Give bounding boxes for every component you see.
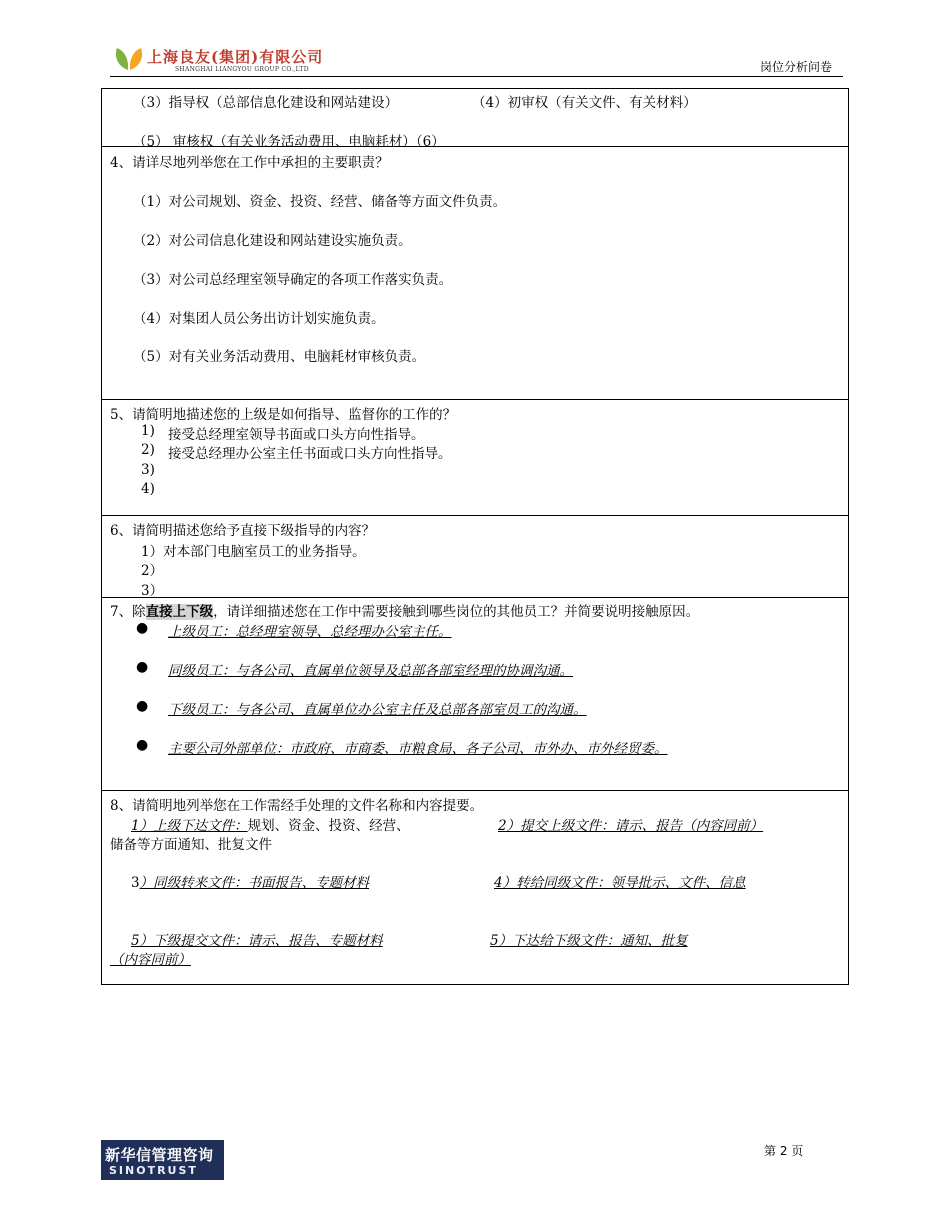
document-item — [131, 814, 410, 834]
question-7 — [110, 600, 699, 620]
document-item-continued: （内容同前） — [110, 952, 191, 968]
bullet-icon: ● — [136, 620, 149, 636]
document-item: 5）下级提交文件：请示、报告、专题材料 — [131, 933, 383, 949]
consultancy-logo — [101, 1140, 224, 1180]
duty-item: （5）对有关业务活动费用、电脑耗材审核负责。 — [133, 349, 426, 365]
row-divider — [101, 515, 849, 516]
document-item — [131, 871, 369, 891]
document-item-continued: 储备等方面通知、批复文件 — [110, 837, 272, 853]
question-4: 4、请详尽地列举您在工作中承担的主要职责？ — [110, 155, 389, 171]
authority-item-3: （3）指导权（总部信息化建设和网站建设） — [133, 95, 399, 111]
authority-item-4: （4）初审权（有关文件、有关材料） — [472, 95, 697, 111]
list-number: 4) — [141, 481, 155, 497]
bullet-icon: ● — [136, 737, 149, 753]
question-7-prefix: 7、除 — [110, 604, 146, 620]
document-title: 岗位分析问卷 — [760, 60, 833, 74]
duty-item: （2）对公司信息化建设和网站建设实施负责。 — [133, 233, 412, 249]
duty-item: （4）对集团人员公务出访计划实施负责。 — [133, 311, 385, 327]
contact-item: 主要公司外部单位：市政府、市商委、市粮食局、各子公司、市外办、市外经贸委。 — [168, 741, 668, 757]
document-item-text: 规划、资金、投资、经营、 — [247, 818, 410, 834]
header-divider — [110, 76, 843, 77]
document-item-label: 1）上级下达文件： — [131, 818, 248, 834]
document-item: 5）下达给下级文件：通知、批复 — [490, 933, 688, 949]
list-number: 2) — [141, 442, 155, 458]
question-7-suffix: ，请详细描述您在工作中需要接触到哪些岗位的其他员工？并简要说明接触原因。 — [213, 604, 700, 620]
authority-item-5: （5） 审核权（有关业务活动费用、电脑耗材）（6） — [133, 134, 445, 150]
document-item-num: 3 — [131, 875, 140, 891]
company-logo-leaf-icon — [113, 44, 145, 72]
company-name-cn: 上海良友(集团)有限公司 — [147, 48, 324, 66]
company-name-en: SHANGHAI LIANGYOU GROUP CO.,LTD — [175, 66, 309, 73]
question-5: 5、请简明地描述您的上级是如何指导、监督你的工作的？ — [110, 407, 457, 423]
question-8: 8、请简明地列举您在工作需经手处理的文件名称和内容提要。 — [110, 798, 484, 814]
question-7-highlight: 直接上下级 — [145, 604, 214, 620]
consultancy-logo-cn: 新华信管理咨询 — [105, 1146, 214, 1164]
guidance-item: 1）对本部门电脑室员工的业务指导。 — [141, 544, 366, 560]
bullet-icon: ● — [136, 698, 149, 714]
contact-item: 上级员工：总经理室领导、总经理办公室主任。 — [168, 624, 452, 640]
contact-item: 下级员工：与各公司、直属单位办公室主任及总部各部室员工的沟通。 — [168, 702, 587, 718]
document-item: 4）转给同级文件：领导批示、文件、信息 — [494, 875, 746, 891]
row-divider — [101, 790, 849, 791]
question-6: 6、请简明描述您给予直接下级指导的内容？ — [110, 523, 376, 539]
bullet-icon: ● — [136, 659, 149, 675]
duty-item: （1）对公司规划、资金、投资、经营、储备等方面文件负责。 — [133, 194, 507, 210]
supervision-item: 接受总经理室领导书面或口头方向性指导。 — [168, 427, 425, 443]
list-number: 1) — [141, 423, 155, 439]
supervision-item: 接受总经理办公室主任书面或口头方向性指导。 — [168, 446, 452, 462]
guidance-item: 2） — [141, 563, 164, 579]
row-divider — [101, 399, 849, 400]
row-divider — [101, 597, 849, 598]
consultancy-logo-en: SINOTRUST — [109, 1164, 198, 1177]
guidance-item: 3） — [141, 583, 164, 599]
page-number: 第 2 页 — [764, 1144, 804, 1158]
list-number: 3) — [141, 462, 155, 478]
document-item-label: ）同级转来文件：书面报告、专题材料 — [139, 875, 370, 891]
document-item: 2）提交上级文件：请示、报告（内容同前） — [498, 818, 764, 834]
duty-item: （3）对公司总经理室领导确定的各项工作落实负责。 — [133, 272, 453, 288]
contact-item: 同级员工：与各公司、直属单位领导及总部各部室经理的协调沟通。 — [168, 663, 573, 679]
